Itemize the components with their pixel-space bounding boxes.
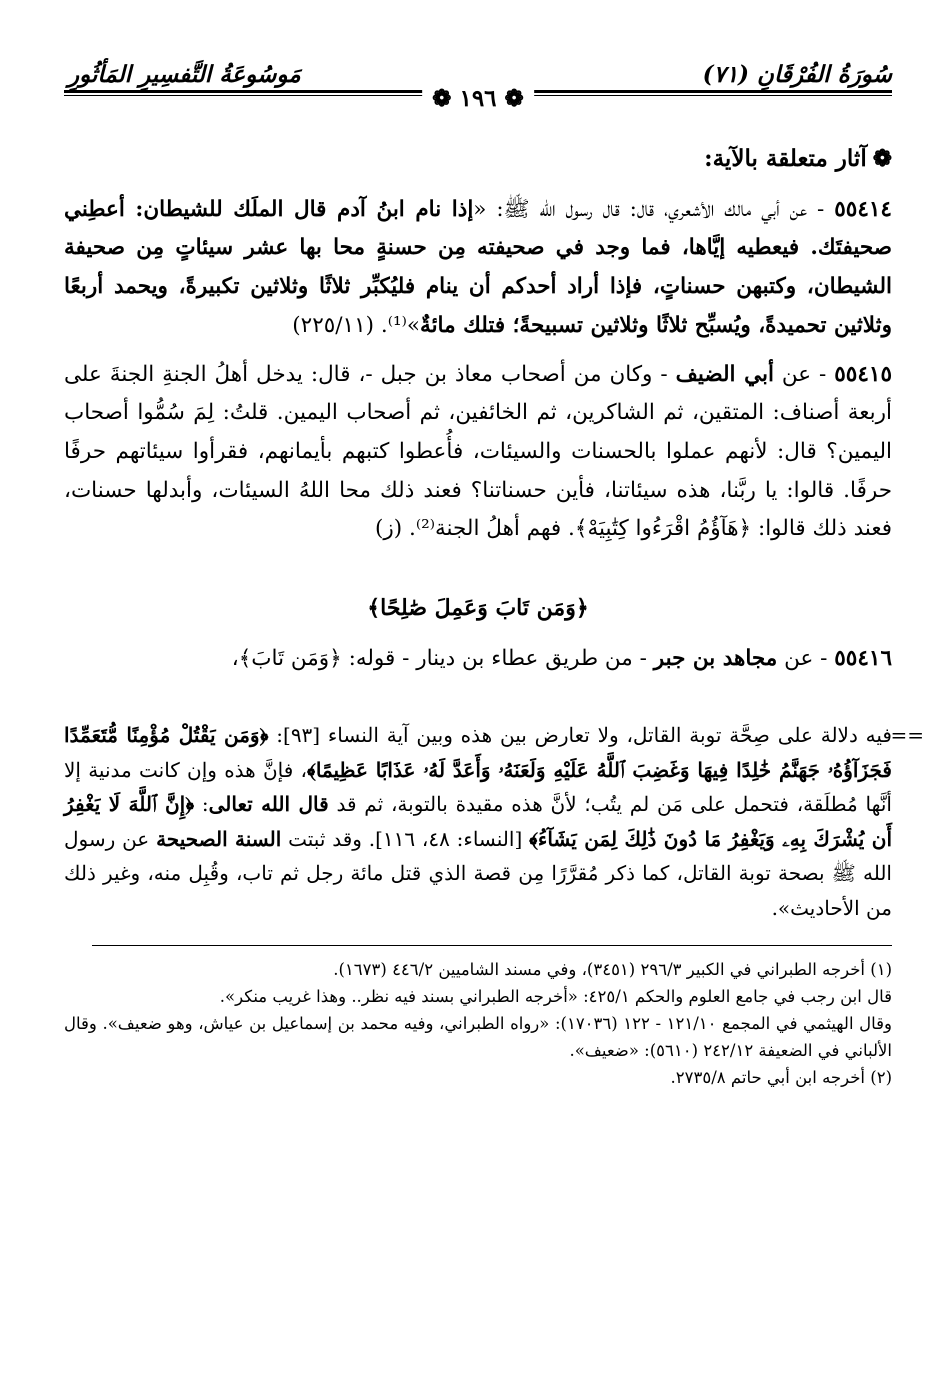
entry-text: - من طريق عطاء بن دينار - قوله: ﴿وَمَن تَابَ﴾، xyxy=(231,645,654,671)
flower-ornament-icon: ❁ xyxy=(872,145,892,172)
narrator-name: مجاهد بن جبر xyxy=(653,645,778,671)
footnote-line: وقال الهيثمي في المجمع ١٢١/١٠ - ١٢٢ (١٧٠٣٦): «رواه الطبراني، وفيه محمد بن إسماعيل بن عياش، وهو ضعيف». وقال الألباني في الضعيفة ٢٤٢/١٢ (٥٦١٠): «ضعيف». xyxy=(64,1014,892,1061)
main-text xyxy=(64,140,892,678)
quran-verse: ﴿إِنَّ ٱللَّهَ لَا يَغْفِرُ أَن يُشْرَكَ بِهِۦ وَيَغْفِرُ مَا دُونَ ذَٰلِكَ لِمَن يَشَآءُ﴾ xyxy=(64,792,893,851)
entry-number: ٥٥٤١٥ xyxy=(834,361,892,387)
ornament-icon: ❁ xyxy=(432,85,452,112)
athar-entry xyxy=(64,356,892,550)
footnote-line: قال ابن رجب في جامع العلوم والحكم ٤٢٥/١: «أخرجه الطبراني بسند فيه نظر.. وهذا غريب منكر». xyxy=(219,987,892,1007)
book-title: مَوسُوعَةُ التَّفسِيرِ المَأثُورِ xyxy=(68,61,301,88)
running-header xyxy=(64,55,892,112)
note-text: فيه دلالة على صِحَّة توبة القاتل، ولا تعارض بين هذه وبين آية النساء [٩٣]: ﴿وَمَن يَقْتُلْ مُؤْمِنًا مُّتَعَمِّدًا فَجَزَآؤُهُۥ جَهَنَّمُ خَٰلِدًا فِيهَا وَغَضِبَ ٱللَّهُ عَلَيْهِ وَلَعَنَهُۥ وَأَعَدَّ لَهُۥ عَذَابًا عَظِيمًا﴾، فإنَّ هذه وإن كانت مدنية إلا أنَّها مُطلَقة، فتحمل على مَن لم يتُب؛ لأنَّ هذه مقيدة بالتوبة، ثم قد قال الله تعالى: ﴿إِنَّ ٱللَّهَ لَا يَغْفِرُ أَن يُشْرَكَ بِهِۦ وَيَغْفِرُ مَا دُونَ ذَٰلِكَ لِمَن يَشَآءُ﴾ [النساء: ٤٨، ١١٦]. وقد ثبتت السنة الصحيحة عن رسول الله ﷺ بصحة توبة القاتل، كما ذكر مُقرَّرًا مِن قصة الذي قتل مائة رجل ثم تاب، وقُبِل منه، وغير ذلك من الأحاديث». xyxy=(64,723,893,920)
entry-prefix: - عن أبي مالك الأشعري، قال: قال رسول الله ﷺ: « xyxy=(473,196,835,222)
athar-entry xyxy=(64,640,892,679)
book-page xyxy=(64,0,924,1388)
continued-footnote xyxy=(64,718,924,925)
footnote-line: (٢) أخرجه ابن أبي حاتم ٢٧٣٥/٨. xyxy=(670,1068,892,1088)
footnote-divider xyxy=(92,945,892,946)
entry-prefix: - عن xyxy=(773,361,835,387)
narrator-name: أبي الضيف xyxy=(675,361,774,387)
ornament-icon: ❁ xyxy=(504,85,524,112)
hadith-text: إذا نام ابنُ آدم قال الملَك للشيطان: أعطِني صحيفتَك. فيعطيه إيَّاها، فما وجد في صحيفته مِن حسنةٍ محا بها عشر سيئاتٍ مِن صحيفة الشيطان، وكتبهن حسناتٍ، فإذا أراد أحدكم أن ينام فليُكبِّر ثلاثًا وثلاثين تكبيرةً، ويحمد أربعًا وثلاثين تحميدةً، ويُسبِّح ثلاثًا وثلاثين تسبيحةً؛ فتلك مائةٌ xyxy=(64,196,892,338)
athar-entry xyxy=(64,191,892,346)
entry-number: ٥٥٤١٤ xyxy=(834,196,892,222)
entry-text: - وكان من أصحاب معاذ بن جبل -، قال: يدخل أهلُ الجنةِ الجنةَ على أربعة أصناف: المتقين، ثم الشاكرين، ثم الخائفين، ثم أصحاب اليمين. قلتُ: لِمَ سُمُّوا أصحاب اليمين؟ قال: لأنهم عملوا بالحسنات والسيئات، فأُعطوا كتبهم بأيمانهم، فقرأوا سيئاتهم حرفًا حرفًا. قالوا: يا ربَّنا، هذه سيئاتنا، فأين حسناتنا؟ فعند ذلك محا اللهُ السيئات، وأبدلها حسنات، فعند ذلك قالوا: ﴿هَآؤُمُ اقْرَءُوا كِتَٰبِيَهْ﴾. فهم أهلُ الجنة⁽²⁾. (ز) xyxy=(64,361,892,542)
footnotes xyxy=(64,956,892,1091)
entry-suffix: »⁽¹⁾. xyxy=(380,312,421,338)
surah-title: سُورَةُ الفُرْقَانِ (٧١) xyxy=(702,61,892,88)
footnote-line: (١) أخرجه الطبراني في الكبير ٢٩٦/٣ (٣٤٥١)، وفي مسند الشاميين ٤٤٦/٢ (١٦٧٣). xyxy=(333,960,892,980)
entry-prefix: - عن xyxy=(777,645,835,671)
quran-verse: ﴿وَمَن يَقْتُلْ مُؤْمِنًا مُّتَعَمِّدًا فَجَزَآؤُهُۥ جَهَنَّمُ خَٰلِدًا فِيهَا وَغَضِبَ ٱللَّهُ عَلَيْهِ وَلَعَنَهُۥ وَأَعَدَّ لَهُۥ عَذَابًا عَظِيمًا﴾ xyxy=(64,723,892,782)
ayah-heading: ﴿وَمَن تَابَ وَعَمِلَ صَٰلِحًا﴾ xyxy=(367,595,589,622)
section-heading: ❁آثار متعلقة بالآية: xyxy=(704,145,892,172)
entry-reference: (٢٢٥/١١) xyxy=(292,312,375,338)
continuation-mark: == xyxy=(890,723,924,748)
page-body xyxy=(64,140,924,1091)
page-number: ❁ ١٩٦ ❁ xyxy=(422,85,534,112)
entry-number: ٥٥٤١٦ xyxy=(834,645,892,671)
